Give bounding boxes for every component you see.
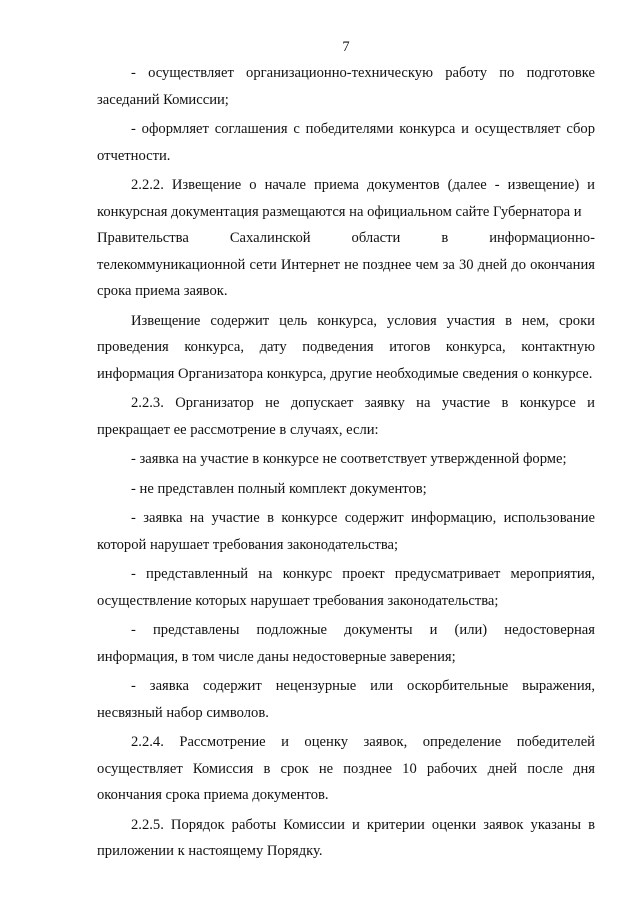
page-number: 7	[342, 39, 350, 55]
spread-word: области	[351, 230, 401, 246]
paragraph-item: - представлены подложные документы и (или) недостоверная информация, в том числе даны недостоверные заверения;	[97, 622, 595, 665]
spread-word: в	[441, 230, 449, 246]
paragraph-item: 2.2.3. Организатор не допускает заявку на участие в конкурсе и прекращает ее рассмотрение в случаях, если:	[97, 395, 595, 438]
paragraph-item: 2.2.5. Порядок работы Комиссии и критерии оценки заявок указаны в приложении к настоящему Порядку.	[97, 816, 595, 859]
spread-word: Правительства	[97, 230, 189, 246]
paragraph-item: 2.2.4. Рассмотрение и оценку заявок, определение победителей осуществляет Комиссия в срок не позднее 10 рабочих дней после дня окончания срока приема документов.	[97, 734, 595, 803]
paragraph-item: Извещение содержит цель конкурса, условия участия в нем, сроки проведения конкурса, дату подведения итогов конкурса, контактную информация Организатора конкурса, другие необходимые сведения о конкурсе.	[97, 312, 595, 382]
spread-word: Сахалинской	[229, 230, 311, 246]
paragraph-item: 2.2.2. Извещение о начале приема документов (далее - извещение) и конкурсная документация размещаются на официальном сайте Губернатора и	[97, 177, 595, 220]
paragraph-item: - осуществляет организационно-техническую работу по подготовке заседаний Комиссии;	[97, 65, 595, 108]
paragraph-line-spread	[97, 225, 595, 252]
paragraph-item: - представленный на конкурс проект предусматривает мероприятия, осуществление которых нарушает требования законодательства;	[97, 566, 595, 609]
spread-word: информационно-	[489, 230, 595, 246]
paragraph-item: - оформляет соглашения с победителями конкурса и осуществляет сбор отчетности.	[97, 121, 595, 164]
document-body	[97, 60, 595, 865]
paragraph-item: - заявка на участие в конкурсе содержит информацию, использование которой нарушает требования законодательства;	[97, 510, 595, 553]
paragraph-item: - заявка на участие в конкурсе не соответствует утвержденной форме;	[131, 451, 567, 467]
paragraph-item: телекоммуникационной сети Интернет не позднее чем за 30 дней до окончания срока приема заявок.	[97, 256, 595, 299]
paragraph-item: - не представлен полный комплект документов;	[131, 480, 427, 497]
paragraph-item: - заявка содержит нецензурные или оскорбительные выражения, несвязный набор символов.	[97, 678, 595, 721]
